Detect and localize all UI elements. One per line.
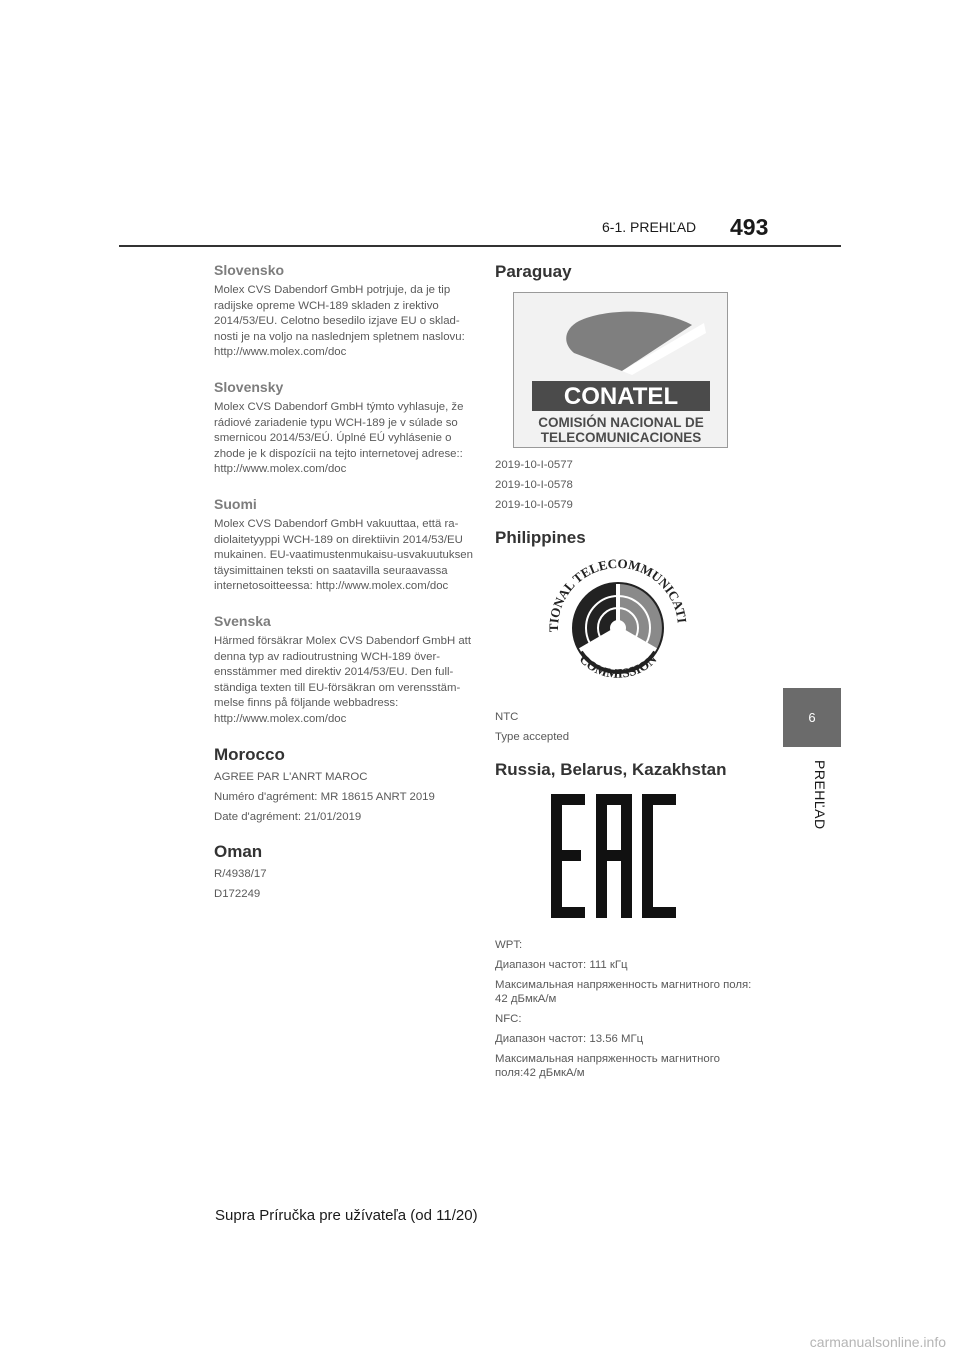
chapter-tab-number: 6 <box>808 710 816 725</box>
paraguay-line-1: 2019-10-I-0577 <box>495 459 573 471</box>
section-title-philippines: Philippines <box>495 528 586 547</box>
ntc-seal-graphic <box>540 558 696 694</box>
philippines-line-2: Type accepted <box>495 731 570 743</box>
conatel-logo <box>513 292 728 448</box>
right-column <box>495 262 755 1086</box>
section-title-slovensky: Slovensky <box>214 378 284 395</box>
section-title-morocco: Morocco <box>214 745 285 765</box>
section-title-paraguay: Paraguay <box>495 262 572 281</box>
page-number: 493 <box>730 214 769 240</box>
left-column <box>214 262 474 907</box>
section-text-slovensky: Molex CVS Dabendorf GmbH týmto vyhlasuje, že rádiové zariadenie typu WCH-189 je v súlade so smernicou 2014/53/EÚ. Úplné EÚ vyhlásenie o zhode je k dispozícii na tejto internetovej adrese:: http://www.molex.com/doc <box>214 400 464 476</box>
morocco-line-3: Date d'agrément: 21/01/2019 <box>214 811 362 824</box>
ntc-seal <box>540 558 696 694</box>
eac-mark-graphic <box>551 794 676 918</box>
section-text-suomi: Molex CVS Dabendorf GmbH vakuuttaa, että ra-diolaitetyyppi WCH-189 on direktiivin 2014/53/EU mukainen. EU-vaatimustenmukaisu-usvakuutuksen täysimittainen teksti on saatavilla seuraavassa internetosoitteessa: http://www.molex.com/doc <box>214 517 473 593</box>
chapter-tab <box>783 688 841 747</box>
oman-line-2: D172249 <box>214 888 261 901</box>
russia-line-1: WPT: <box>495 939 523 951</box>
paraguay-line-2: 2019-10-I-0578 <box>495 479 573 491</box>
russia-line-5: Диапазон частот: 13.56 МГц <box>495 1033 644 1045</box>
section-title-russia: Russia, Belarus, Kazakhstan <box>495 760 727 779</box>
morocco-line-2: Numéro d'agrément: MR 18615 ANRT 2019 <box>214 791 435 804</box>
header-divider <box>119 245 841 247</box>
conatel-logo-graphic <box>514 293 727 447</box>
section-title-oman: Oman <box>214 842 263 862</box>
philippines-line-1: NTC <box>495 711 519 723</box>
watermark: carmanualsonline.info <box>809 1334 946 1350</box>
manual-footer: Supra Príručka pre užívateľa (od 11/20) <box>215 1207 478 1224</box>
section-title-svenska: Svenska <box>214 612 271 629</box>
ntc-seal-bottom-text: COMMISSION <box>576 651 660 682</box>
conatel-line-1: COMISIÓN NACIONAL DE <box>538 415 704 430</box>
oman-line-1: R/4938/17 <box>214 868 267 881</box>
conatel-line-2: TELECOMUNICACIONES <box>540 430 702 445</box>
eac-mark-icon <box>551 794 676 918</box>
section-text-slovensko: Molex CVS Dabendorf GmbH potrjuje, da je tip radijske opreme WCH-189 skladen z irektivo 2014/53/EU. Celotno besedilo izjave EU o sklad-nosti je na voljo na naslednjem spletnem naslovu: http://www.molex.com/doc <box>214 284 465 359</box>
conatel-wordmark: CONATEL <box>563 383 679 410</box>
russia-line-3: Максимальная напряженность магнитного поля: 42 дБмкА/м <box>495 979 752 1005</box>
russia-line-2: Диапазон частот: 111 кГц <box>495 959 628 971</box>
paraguay-line-3: 2019-10-I-0579 <box>495 499 573 511</box>
section-text-svenska: Härmed försäkrar Molex CVS Dabendorf GmbH att denna typ av radioutrustning WCH-189 över-ensstämmer med direktiv 2014/53/EU. Den full-ständiga texten till EU-försäkran om verensstäm-melse finns på följande webbadress: http://www.molex.com/doc <box>214 634 472 725</box>
russia-line-6: Максимальная напряженность магнитного поля:42 дБмкА/м <box>495 1053 720 1079</box>
chapter-tab-label: PREHĽAD <box>812 760 828 830</box>
section-title-slovensko: Slovensko <box>214 262 285 278</box>
russia-line-4: NFC: <box>495 1013 522 1025</box>
morocco-line-1: AGREE PAR L'ANRT MAROC <box>214 771 368 784</box>
ntc-seal-top-text: TIONAL TELECOMMUNICATI <box>545 558 690 633</box>
chapter-title: 6-1. PREHĽAD <box>602 219 697 235</box>
section-title-suomi: Suomi <box>214 495 257 512</box>
